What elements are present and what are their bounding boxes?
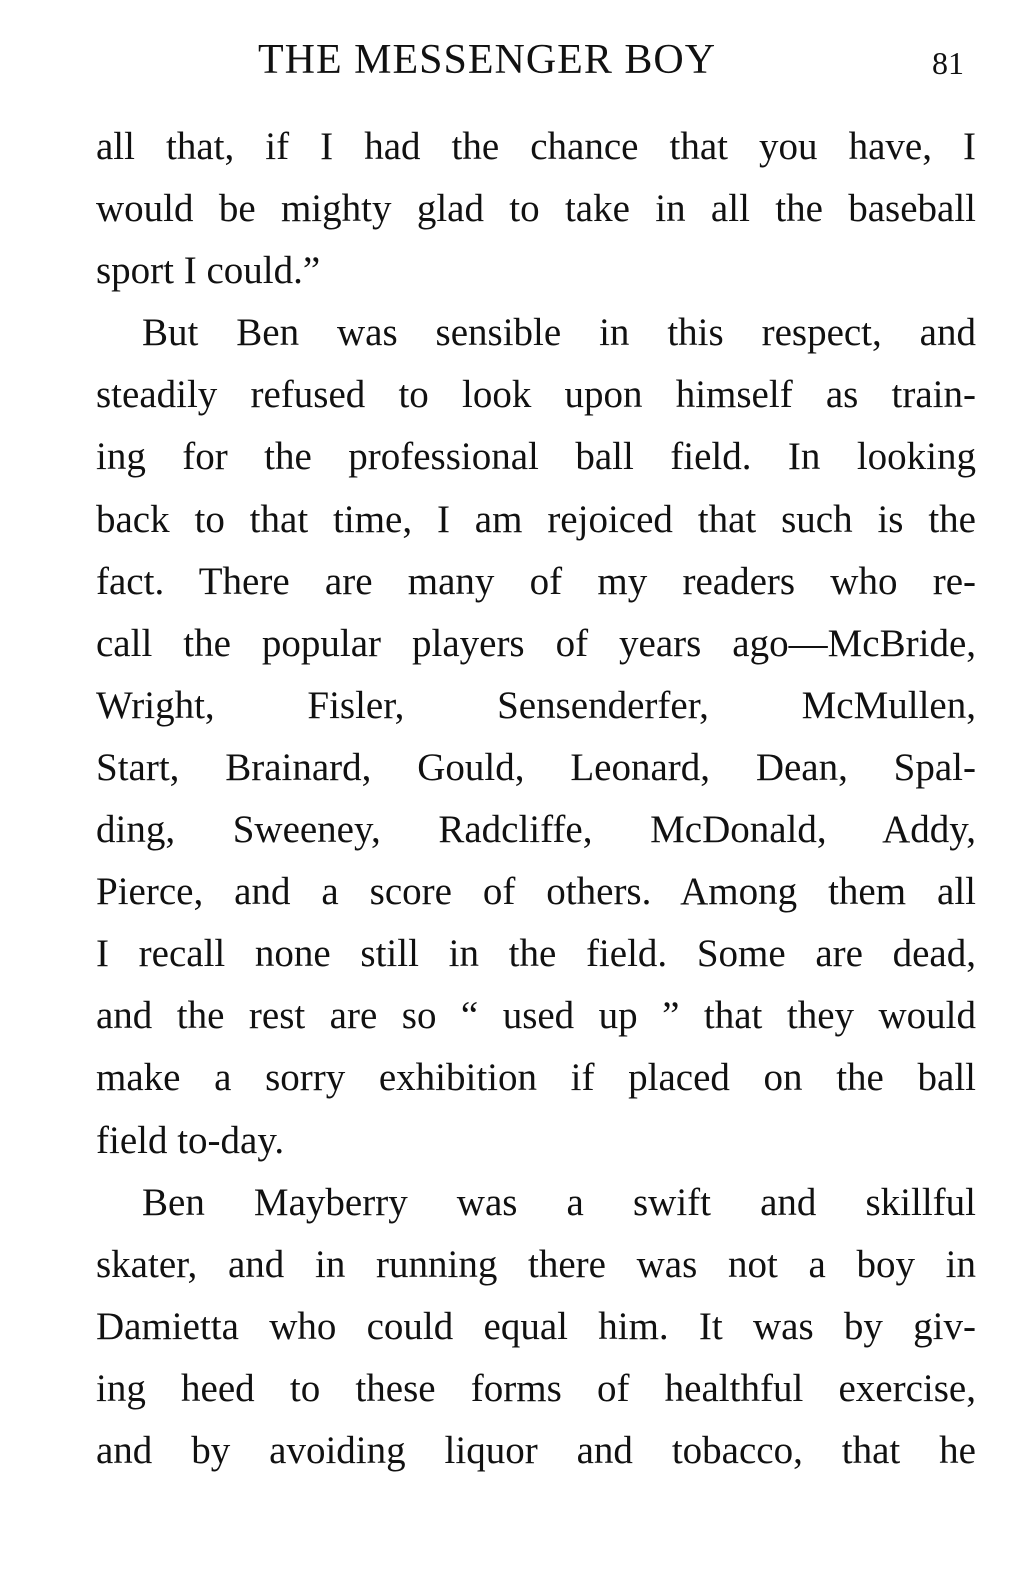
running-title: THE MESSENGER BOY [258,37,717,83]
text-line: would be mighty glad to take in all the baseball [96,187,976,231]
text-line: I recall none still in the field. Some are dead, [96,932,976,976]
text-line: ding, Sweeney, Radcliffe, McDonald, Addy, [96,808,976,852]
text-line: skater, and in running there was not a boy in [96,1242,976,1286]
text-line: all that, if I had the chance that you have, I [96,125,976,168]
text-line: Pierce, and a score of others. Among them all [96,870,976,914]
text-line: But Ben was sensible in this respect, and [142,311,976,355]
text-line: Start, Brainard, Gould, Leonard, Dean, Spal- [96,745,976,789]
body-text [96,116,976,1482]
text-line: ing for the professional ball field. In looking [96,435,976,479]
text-line: field to-day. [96,1118,285,1162]
text-line: fact. There are many of my readers who re- [96,559,976,603]
text-line: ing heed to these forms of healthful exercise, [96,1366,976,1410]
text-line: and by avoiding liquor and tobacco, that he [96,1428,976,1472]
text-line: make a sorry exhibition if placed on the ball [96,1056,976,1100]
text-line: sport I could.” [96,249,321,293]
text-line: Wright, Fisler, Sensenderfer, McMullen, [96,683,976,727]
text-line: Damietta who could equal him. It was by giv- [96,1304,976,1348]
text-line: steadily refused to look upon himself as train- [96,373,976,417]
text-line: back to that time, I am rejoiced that such is the [96,497,976,541]
running-head [0,30,1025,84]
text-line: Ben Mayberry was a swift and skillful [142,1180,976,1224]
text-line: and the rest are so “ used up ” that they would [96,994,976,1038]
page-number: 81 [932,45,964,81]
text-line: call the popular players of years ago—McBride, [96,621,976,665]
